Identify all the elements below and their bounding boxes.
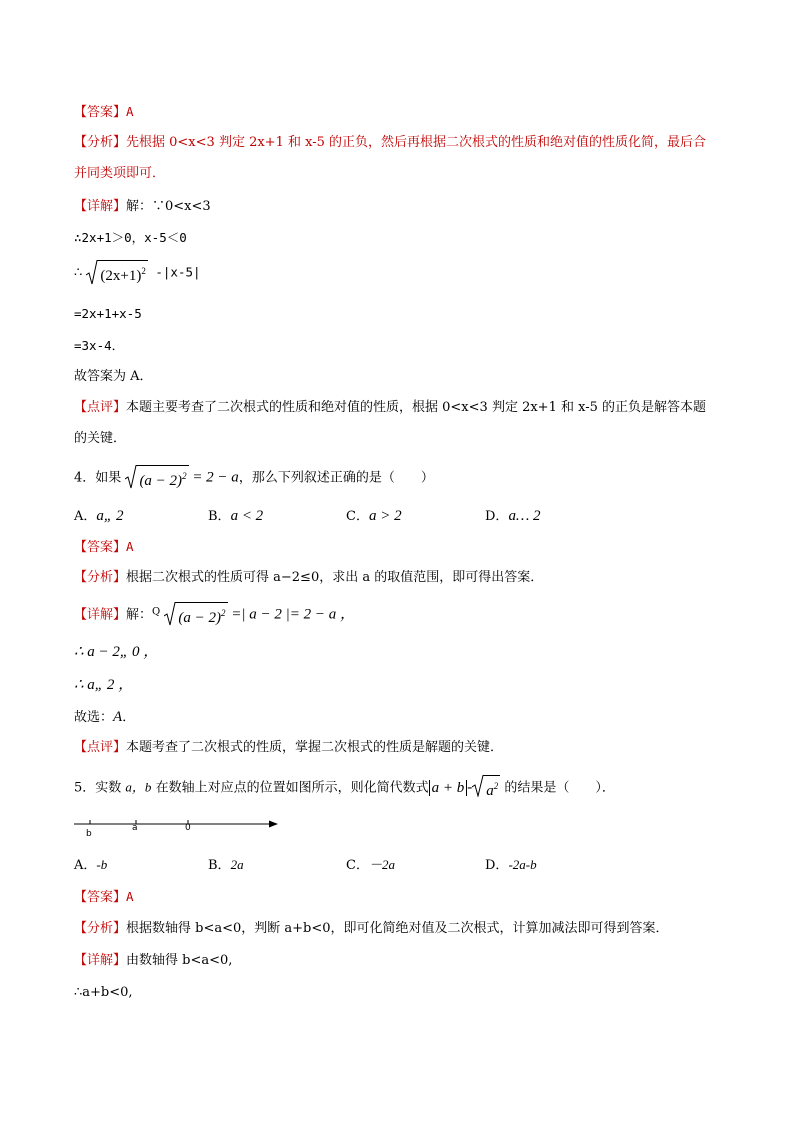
q3-step2 bbox=[74, 260, 201, 286]
q5-option-a bbox=[74, 856, 107, 875]
q4-detail-radicand: (a − 2) bbox=[178, 610, 221, 626]
q5-answer-line bbox=[74, 888, 134, 907]
option-label: B． bbox=[208, 509, 231, 524]
q3-step3: =2x+1+x-5 bbox=[74, 306, 142, 321]
q4-conclusion bbox=[74, 708, 135, 727]
analysis-tag: 【分析】 bbox=[74, 570, 127, 585]
answer-tag: 【答案】 bbox=[74, 105, 127, 120]
option-text: －2a bbox=[368, 857, 395, 872]
q5-answer: A bbox=[126, 889, 134, 904]
option-text: -b bbox=[96, 857, 108, 872]
option-label: A． bbox=[74, 509, 97, 524]
q3-analysis-line2 bbox=[74, 165, 165, 183]
q5-sqrt bbox=[472, 775, 500, 801]
option-text: a > 2 bbox=[368, 508, 402, 524]
q4-number: 4． bbox=[74, 470, 96, 486]
answer-tag: 【答案】 bbox=[74, 540, 127, 555]
q3-conclusion: 故答案为 A． bbox=[74, 369, 153, 384]
q5-radicand: a bbox=[486, 783, 494, 799]
option-label: C． bbox=[346, 858, 369, 873]
radical-sign-icon bbox=[164, 602, 176, 626]
analysis-tag: 【分析】 bbox=[74, 135, 127, 150]
q4-comment-line bbox=[74, 739, 503, 757]
option-label: D． bbox=[485, 509, 509, 524]
q5-stem-mid: 在数轴上对应点的位置如图所示，则化简代数式 bbox=[151, 780, 429, 796]
q5-stem-suffix: 的结果是（ ）． bbox=[500, 780, 615, 796]
q5-option-d bbox=[485, 856, 537, 875]
q4-comment: 本题考查了二次根式的性质，掌握二次根式的性质是解题的关键． bbox=[126, 740, 504, 755]
q5-analysis: 根据数轴得 b<a<0，判断 a+b<0，即可化简绝对值及二次根式，计算加减法即可得到答案． bbox=[126, 921, 669, 936]
q4-step2: ∴ a„ 2 ， bbox=[74, 677, 134, 693]
detail-tag: 【详解】 bbox=[74, 953, 127, 968]
q4-detail-line bbox=[74, 602, 355, 628]
q3-exp: 2 bbox=[141, 266, 146, 276]
q3-answer-line bbox=[74, 103, 134, 122]
q3-comment-line2: 的关键． bbox=[74, 431, 127, 446]
q4-conclusion-suffix: ． bbox=[122, 710, 136, 725]
q4-answer: A bbox=[126, 539, 134, 554]
q4-stem-suffix: ，那么下列叙述正确的是（ ） bbox=[238, 470, 434, 486]
number-line-diagram bbox=[70, 815, 280, 841]
q5-number: 5． bbox=[74, 780, 96, 796]
q4-step1: ∴ a − 2„ 0 ， bbox=[74, 644, 159, 660]
option-label: B． bbox=[208, 858, 231, 873]
q3-comment-line1 bbox=[74, 399, 706, 417]
detail-tag: 【详解】 bbox=[74, 607, 127, 623]
q3-answer: A bbox=[126, 104, 134, 119]
radical-sign-icon bbox=[86, 260, 98, 286]
q4-detail-exp: 2 bbox=[221, 608, 226, 618]
q4-analysis: 根据二次根式的性质可得 a−2≤0，求出 a 的取值范围，即可得出答案． bbox=[126, 570, 544, 585]
option-label: D． bbox=[485, 858, 509, 873]
q4-radicand: (a − 2) bbox=[139, 473, 183, 489]
q5-detail: 由数轴得 b<a<0, bbox=[126, 953, 233, 968]
axis-label-zero: 0 bbox=[185, 823, 191, 833]
detail-tag: 【详解】 bbox=[74, 199, 127, 214]
q5-stem-vars: a，b bbox=[125, 779, 152, 795]
q5-stem: 5．实数 a，b 在数轴上对应点的位置如图所示，则化简代数式 a + b - $a^2$ 的结果是（ ）． bbox=[74, 775, 615, 801]
q3-step2-prefix: ∴ bbox=[74, 265, 87, 281]
comment-tag: 【点评】 bbox=[74, 400, 127, 415]
option-text: a… 2 bbox=[508, 508, 541, 524]
q5-stem-prefix: 实数 bbox=[95, 780, 126, 796]
q5-analysis-line bbox=[74, 920, 669, 938]
radical-sign-icon bbox=[472, 775, 484, 797]
option-text: -2a-b bbox=[508, 857, 537, 872]
q3-analysis-line1 bbox=[74, 134, 706, 152]
option-text: 2a bbox=[230, 857, 244, 872]
q4-conclusion-prefix: 故选： bbox=[74, 710, 114, 725]
q4-conclusion-choice: A bbox=[113, 709, 123, 725]
q3-detail-intro: 解：∵0<x<3 bbox=[126, 199, 211, 214]
q3-sqrt bbox=[86, 260, 147, 286]
q4-sqrt bbox=[125, 465, 188, 491]
axis-label-b: b bbox=[86, 829, 92, 839]
q4-option-c bbox=[346, 507, 402, 526]
q4-detail-q: Q bbox=[152, 606, 161, 618]
q3-radicand: (2x+1) bbox=[100, 268, 142, 284]
q3-analysis-1: 先根据 0<x<3 判定 2x+1 和 x-5 的正负，然后再根据二次根式的性质和绝对值的性质化简，最后合 bbox=[126, 135, 707, 150]
q4-option-b bbox=[208, 507, 263, 526]
q4-stem-prefix: 如果 bbox=[95, 470, 122, 486]
option-text: a < 2 bbox=[230, 508, 264, 524]
q4-exp: 2 bbox=[182, 471, 187, 481]
q3-comment-1: 本题主要考查了二次根式的性质和绝对值的性质，根据 0<x<3 判定 2x+1 和 x-5 的正负是解答本题 bbox=[126, 400, 707, 415]
q3-step2-suffix: -|x-5| bbox=[147, 264, 201, 280]
q5-detail-line bbox=[74, 952, 232, 970]
q5-option-b bbox=[208, 856, 244, 875]
q3-step1: ∴2x+1＞0，x-5＜0 bbox=[74, 230, 187, 245]
option-label: C． bbox=[346, 509, 369, 524]
option-label: A． bbox=[74, 858, 97, 873]
q4-answer-line bbox=[74, 538, 134, 557]
analysis-tag: 【分析】 bbox=[74, 921, 127, 936]
q5-exp: 2 bbox=[493, 781, 499, 791]
q5-option-c bbox=[346, 856, 395, 875]
radical-sign-icon bbox=[125, 465, 137, 489]
q4-option-a bbox=[74, 507, 123, 526]
q4-analysis-line bbox=[74, 569, 543, 587]
q3-detail-line bbox=[74, 198, 211, 216]
option-text: a„ 2 bbox=[96, 508, 124, 524]
q4-stem bbox=[74, 465, 434, 491]
q3-analysis-2: 并同类项即可． bbox=[74, 166, 166, 181]
q4-detail-sqrt bbox=[164, 602, 227, 628]
number-line-arrow-icon bbox=[269, 821, 278, 828]
q4-stem-eq: = 2 − a bbox=[188, 469, 239, 486]
q5-abs-expr: a + b bbox=[429, 780, 468, 796]
answer-tag: 【答案】 bbox=[74, 890, 127, 905]
axis-label-a: a bbox=[132, 823, 138, 833]
q3-step4: =3x-4． bbox=[74, 338, 125, 353]
comment-tag: 【点评】 bbox=[74, 740, 127, 755]
q4-option-d bbox=[485, 507, 541, 526]
q4-detail-prefix: 解： bbox=[126, 607, 153, 623]
q4-detail-eq: =| a − 2 |= 2 − a ， bbox=[227, 606, 355, 623]
q5-step1: ∴a+b<0, bbox=[74, 985, 133, 1000]
